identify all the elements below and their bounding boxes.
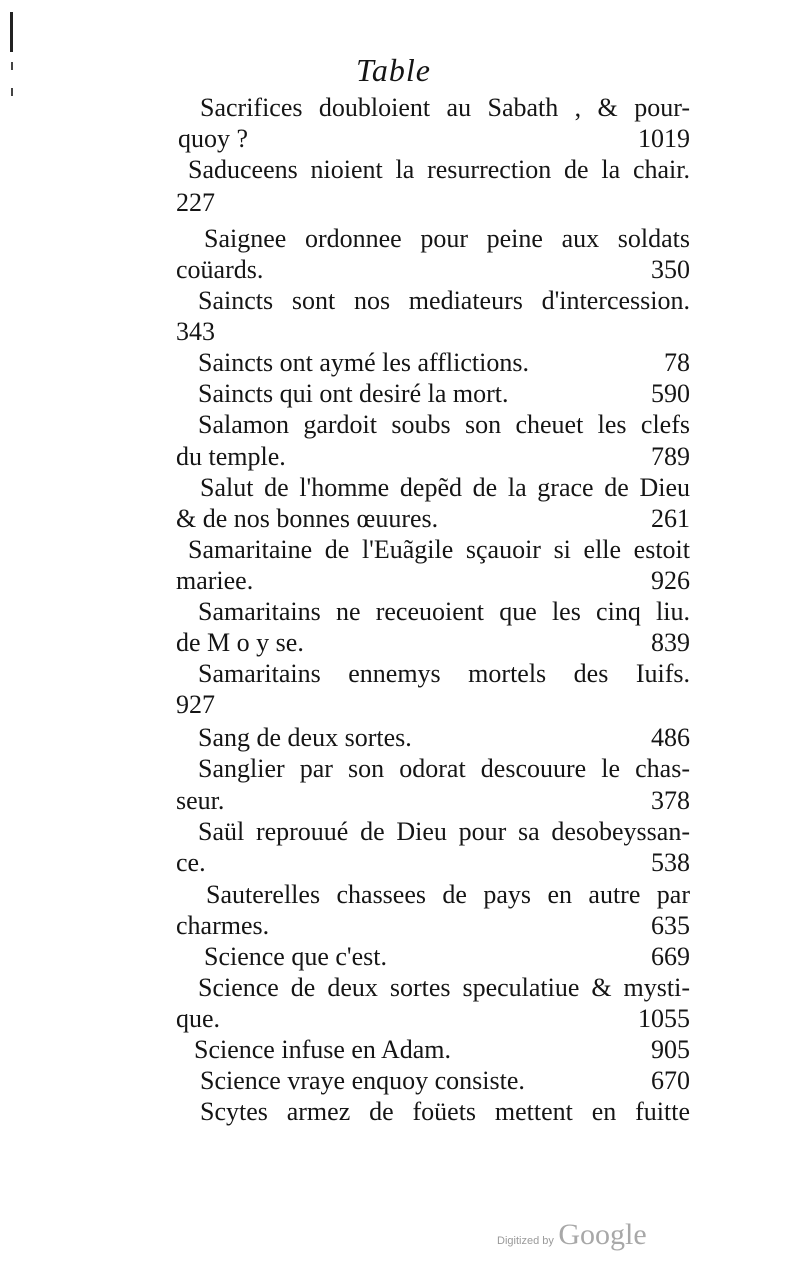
- page-number: 486: [651, 723, 690, 752]
- index-line: [176, 1003, 690, 1034]
- index-line: [206, 879, 690, 910]
- entry-text: Samaritains ne receuoient que les cinq liu.: [198, 597, 690, 626]
- entry-text: de M o y se.: [176, 628, 304, 657]
- entry-text: Salamon gardoit soubs son cheuet les clefs: [198, 410, 690, 439]
- entry-text: du temple.: [176, 442, 286, 471]
- entry-text: charmes.: [176, 911, 270, 940]
- entry-text: 927: [176, 690, 215, 719]
- entry-text: mariee.: [176, 566, 254, 595]
- index-line: [198, 285, 690, 316]
- index-line: [198, 347, 690, 378]
- index-line: [176, 847, 690, 878]
- entry-text: Saduceens nioient la resurrection de la chair.: [188, 155, 690, 184]
- index-line: [204, 223, 690, 254]
- entry-text: 227: [176, 188, 215, 217]
- page-number: 261: [651, 504, 690, 533]
- margin-rule: [10, 12, 13, 52]
- entry-text: quoy ?: [178, 124, 249, 153]
- entry-text: Sang de deux sortes.: [198, 723, 412, 752]
- entry-text: Science que c'est.: [204, 942, 387, 971]
- index-line: [178, 123, 690, 154]
- index-line: [176, 316, 690, 347]
- entry-text: Samaritaine de l'Euãgile sçauoir si elle estoit: [188, 535, 690, 564]
- entry-text: seur.: [176, 786, 225, 815]
- index-line: [176, 785, 690, 816]
- index-line: [198, 972, 690, 1003]
- index-line: [204, 941, 690, 972]
- page-number: 905: [651, 1035, 690, 1064]
- index-line: [198, 409, 690, 440]
- page-number: 670: [651, 1066, 690, 1095]
- index-line: [200, 472, 690, 503]
- index-line: [198, 378, 690, 409]
- index-line: [198, 753, 690, 784]
- entry-text: Salut de l'homme depẽd de la grace de Dieu: [200, 473, 690, 502]
- entry-text: Saincts qui ont desiré la mort.: [198, 379, 509, 408]
- entry-text: Saignee ordonnee pour peine aux soldats: [204, 224, 690, 253]
- margin-dot: [11, 88, 13, 96]
- index-line: [200, 1096, 690, 1127]
- index-line: [176, 689, 690, 720]
- index-line: [176, 187, 690, 218]
- page-number: 669: [651, 942, 690, 971]
- entry-text: Saincts ont aymé les afflictions.: [198, 348, 529, 377]
- page-number: 350: [651, 255, 690, 284]
- google-logo: Google: [558, 1218, 647, 1251]
- page-number: 839: [651, 628, 690, 657]
- page-number: 789: [651, 442, 690, 471]
- index-line: [188, 154, 690, 185]
- entry-text: Samaritains ennemys mortels des Iuifs.: [198, 659, 690, 688]
- digitized-by-label: Digitized by: [497, 1235, 554, 1247]
- index-line: [176, 441, 690, 472]
- index-line: [188, 534, 690, 565]
- index-line: [176, 503, 690, 534]
- index-line: [198, 722, 690, 753]
- index-line: [200, 92, 690, 123]
- page-number: 378: [651, 786, 690, 815]
- index-line: [200, 1065, 690, 1096]
- entry-text: ce.: [176, 848, 206, 877]
- page-number: 635: [651, 911, 690, 940]
- page-number: 1019: [638, 124, 690, 153]
- page-number: 926: [651, 566, 690, 595]
- page-number: 538: [651, 848, 690, 877]
- index-line: [176, 627, 690, 658]
- entry-text: que.: [176, 1004, 221, 1033]
- page-number: 1055: [638, 1004, 690, 1033]
- page-number: 590: [651, 379, 690, 408]
- digitized-by-watermark: [497, 1218, 647, 1252]
- entry-text: Sacrifices doubloient au Sabath , & pour-: [200, 93, 690, 122]
- page-title: Table: [356, 52, 431, 88]
- index-line: [176, 565, 690, 596]
- entry-text: Science de deux sortes speculatiue & mysti-: [198, 973, 690, 1002]
- entry-text: Science infuse en Adam.: [194, 1035, 452, 1064]
- index-line: [198, 658, 690, 689]
- entry-text: Saincts sont nos mediateurs d'intercession.: [198, 286, 690, 315]
- entry-text: 343: [176, 317, 215, 346]
- entry-text: Saül reprouué de Dieu pour sa desobeyssan-: [198, 817, 690, 846]
- entry-text: coüards.: [176, 255, 264, 284]
- page-number: 78: [664, 348, 690, 377]
- index-line: [198, 816, 690, 847]
- entry-text: Science vraye enquoy consiste.: [200, 1066, 525, 1095]
- index-line: [176, 910, 690, 941]
- index-line: [198, 596, 690, 627]
- index-line: [194, 1034, 690, 1065]
- entry-text: Sanglier par son odorat descouure le chas-: [198, 754, 690, 783]
- entry-text: Scytes armez de foüets mettent en fuitte: [200, 1097, 690, 1126]
- entry-text: Sauterelles chassees de pays en autre par: [206, 880, 690, 909]
- entry-text: & de nos bonnes œuures.: [176, 504, 439, 533]
- index-line: [176, 254, 690, 285]
